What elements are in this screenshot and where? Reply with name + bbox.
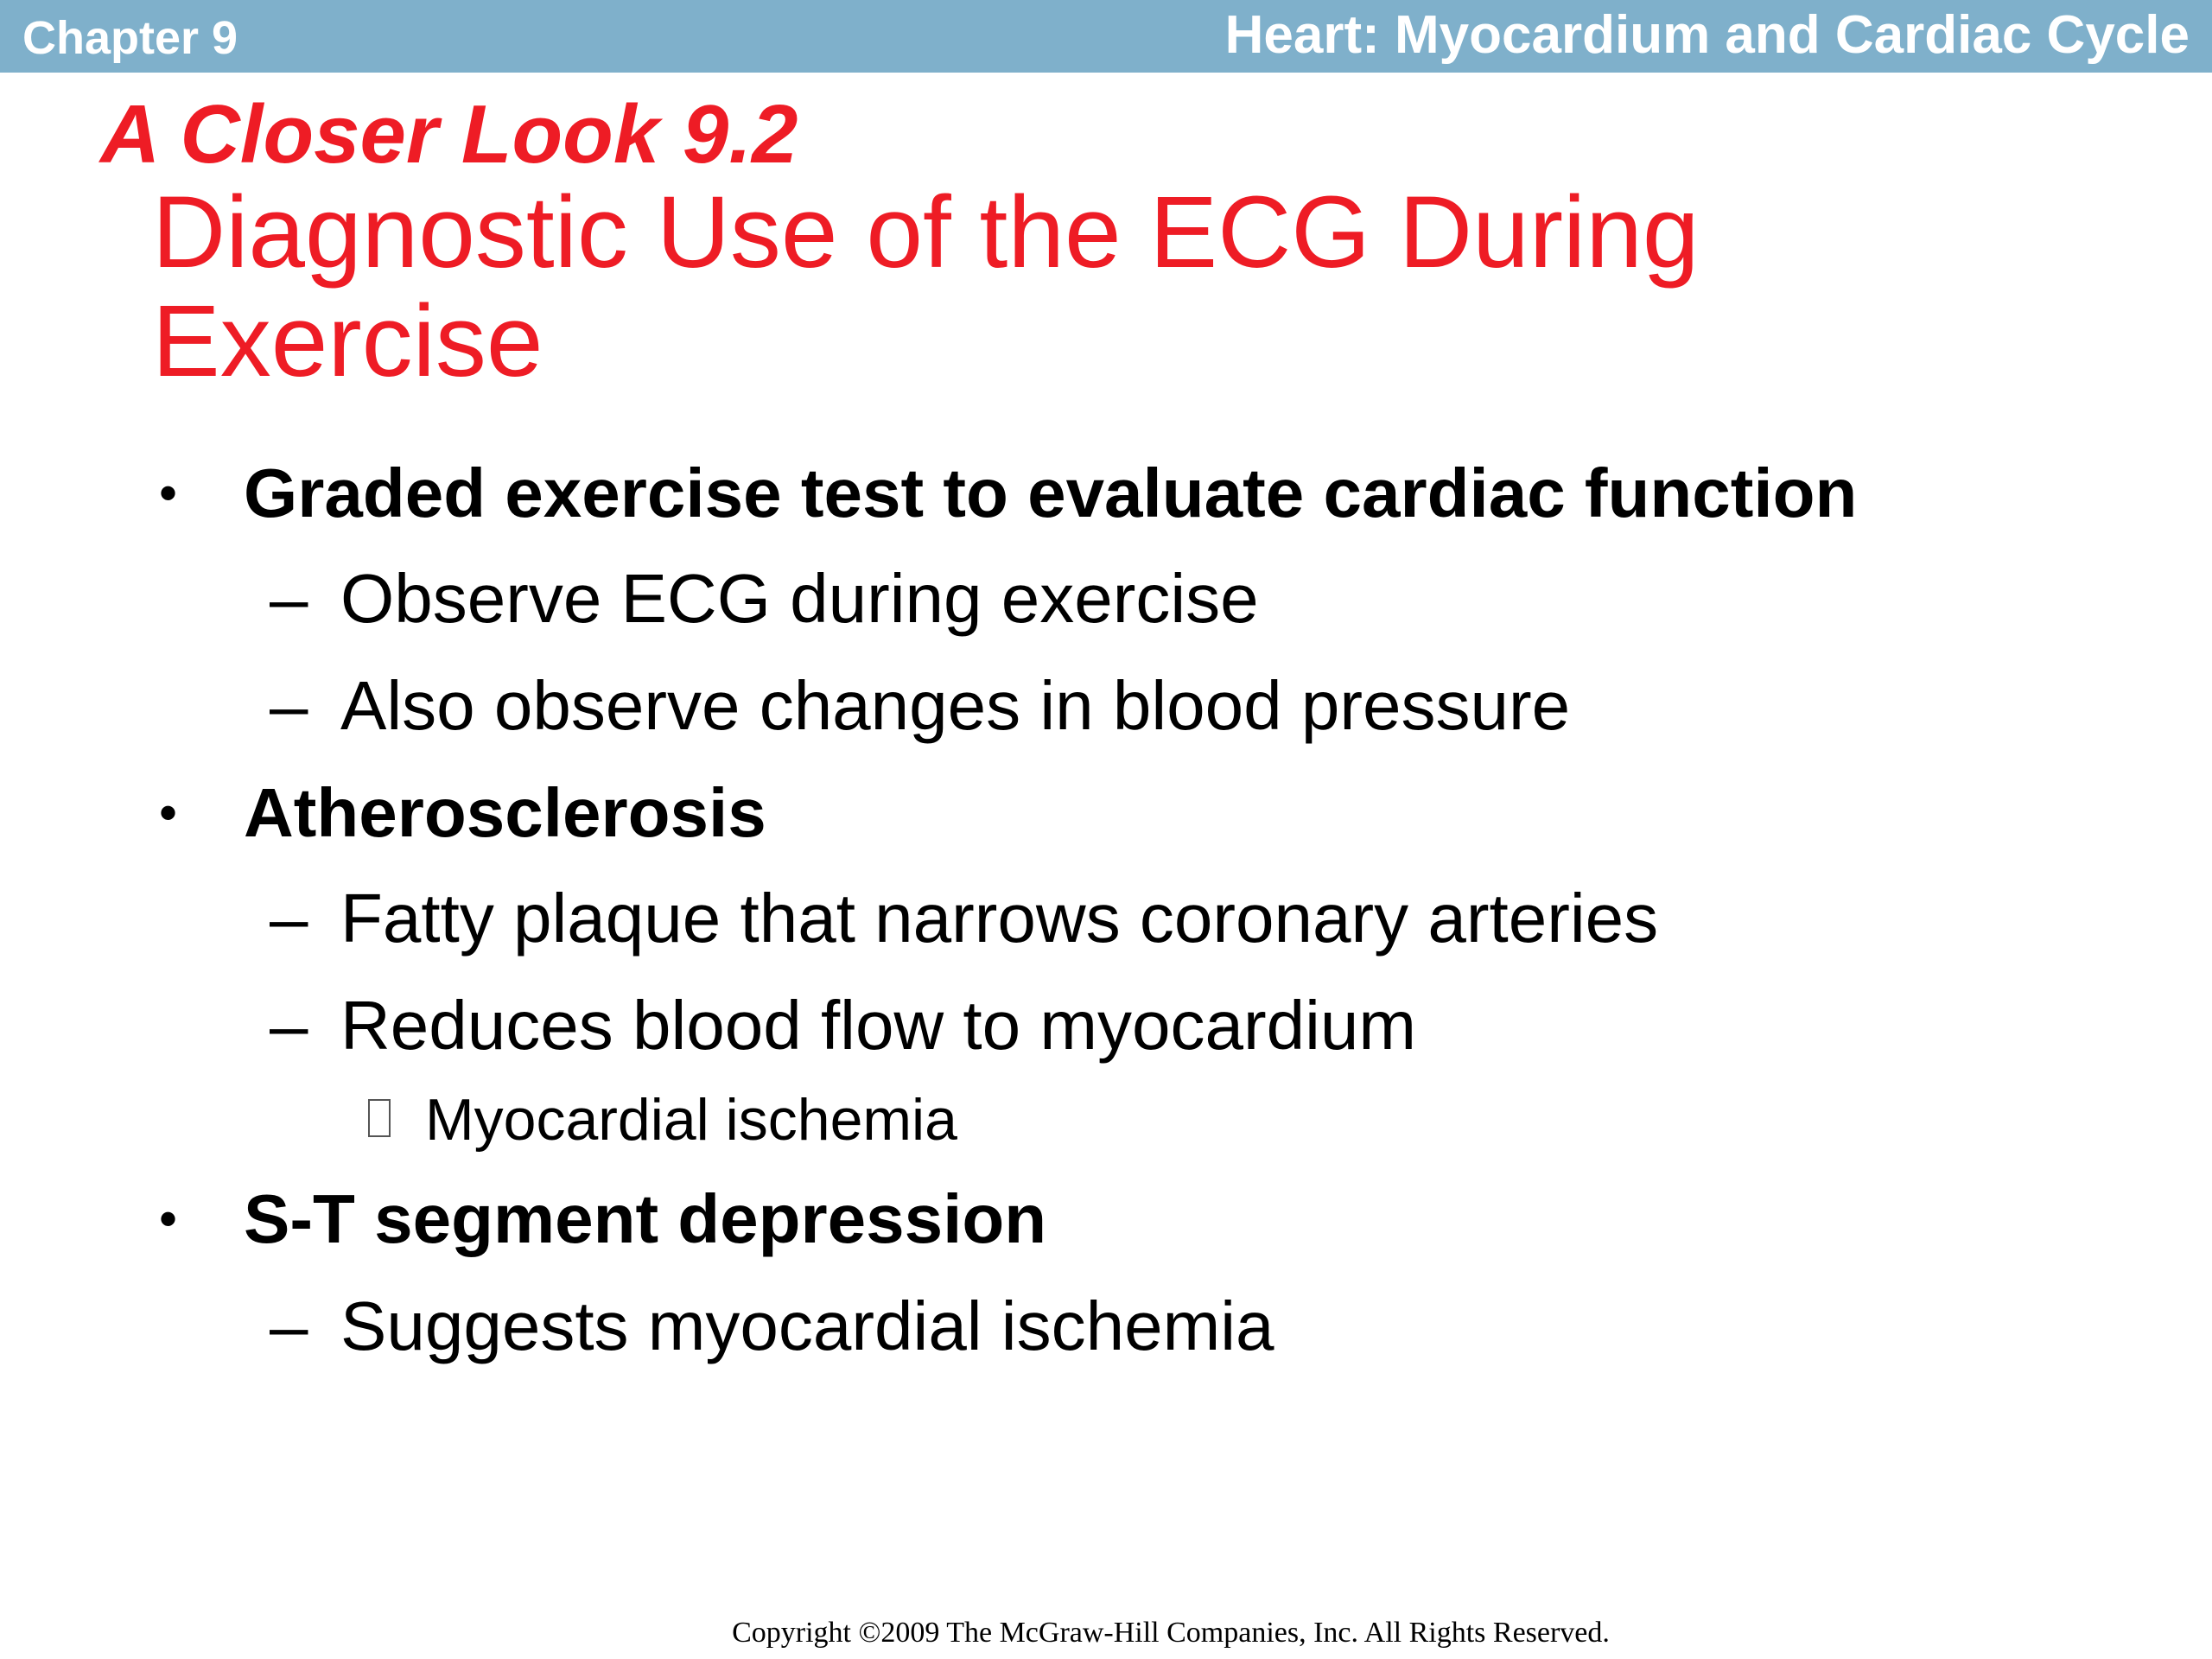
- dash-marker: –: [270, 560, 308, 637]
- copyright-footer: Copyright ©2009 The McGraw-Hill Companies, Inc. All Rights Reserved.: [732, 1617, 1610, 1649]
- sub-bullet-item: Fatty plaque that narrows coronary arteries: [340, 880, 1659, 957]
- missing-glyph-icon: [368, 1099, 391, 1137]
- slide-title: Diagnostic Use of the ECG During Exercise: [152, 175, 1700, 398]
- chapter-label: Chapter 9: [22, 12, 238, 64]
- bullet-item: Graded exercise test to evaluate cardiac function: [244, 454, 1858, 531]
- sub-sub-bullet-item: Myocardial ischemia: [425, 1087, 957, 1153]
- sub-bullet-item: Observe ECG during exercise: [340, 560, 1259, 637]
- bullet-marker: •: [159, 464, 178, 522]
- bullet-marker: •: [159, 1190, 178, 1248]
- dash-marker: –: [270, 987, 308, 1064]
- bullet-item: S-T segment depression: [244, 1180, 1047, 1257]
- closer-look-heading: A Closer Look 9.2: [100, 88, 798, 181]
- bullet-marker: •: [159, 784, 178, 842]
- sub-bullet-item: Also observe changes in blood pressure: [340, 667, 1571, 744]
- dash-marker: –: [270, 1287, 308, 1364]
- sub-bullet-item: Suggests myocardial ischemia: [340, 1287, 1274, 1364]
- header-title: Heart: Myocardium and Cardiac Cycle: [1224, 5, 2190, 65]
- dash-marker: –: [270, 880, 308, 957]
- sub-bullet-item: Reduces blood flow to myocardium: [340, 987, 1417, 1064]
- bullet-item: Atherosclerosis: [244, 774, 766, 851]
- dash-marker: –: [270, 667, 308, 744]
